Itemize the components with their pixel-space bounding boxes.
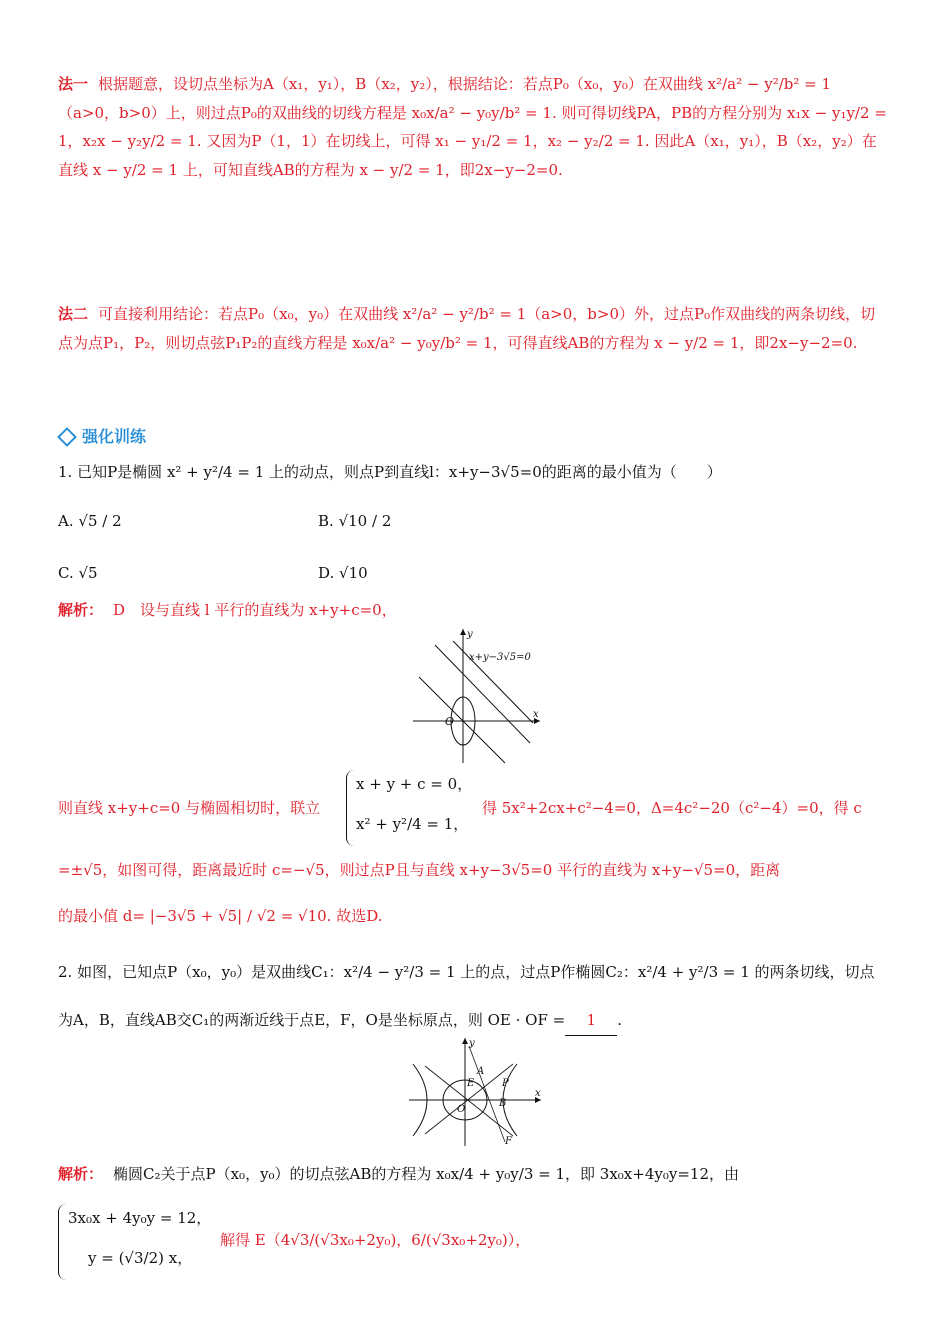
svg-text:B: B — [499, 1098, 507, 1109]
option-c-value: √5 — [78, 564, 98, 582]
tangent-line-near — [419, 677, 505, 763]
q2-system-eq2: y = (√3/2) x， — [88, 1249, 193, 1267]
system-suffix: 得 5x²+2cx+c²−4=0，Δ=4c²−20（c²−4）=0，得 c — [482, 799, 862, 817]
system-eq2: x² + y²/4 = 1， — [356, 815, 469, 833]
question-one-options — [58, 512, 658, 592]
svg-text:y: y — [467, 629, 473, 640]
system-prefix: 则直线 x+y+c=0 与椭圆相切时，联立 — [58, 799, 321, 817]
method-one-text: 根据题意，设切点坐标为A（x₁，y₁），B（x₂，y₂），根据结论：若点P₀（x₀，y₀）在双曲线 x²/a² − y²/b² = 1（a>0，b>0）上，则过点P₀的双曲线的切线方程是 x₀x/a² − y₀y/b² = 1. 则可得切线PA，PB的方程分别为 x₁x − y₁y/2 = 1，x₂x − y₂y/2 = 1. 又因为P（1，1）在切线上，可得 x₁ − y₁/2 = 1，x₂ − y₂/2 = 1. 因此A（x₁，y₁），B（x₂，y₂）在直线 x − y/2 = 1 上，可知直线AB的方程为 x − y/2 = 1，即2x−y−2=0. — [58, 75, 887, 179]
method-one-tag: 法一 — [58, 75, 89, 93]
question-one-system — [58, 770, 890, 850]
option-d-label: D. — [318, 564, 335, 582]
option-b-label: B. — [318, 512, 334, 530]
option-b — [318, 512, 391, 530]
question-two-stem-line2: 为A，B，直线AB交C₁的两渐近线于点E，F，O是坐标原点，则 OE · OF = 1 . — [58, 1006, 890, 1036]
svg-text:x: x — [533, 709, 539, 720]
system-eq1: x + y + c = 0， — [356, 775, 473, 793]
option-a — [58, 512, 122, 530]
svg-text:x: x — [535, 1088, 541, 1099]
solution-line1-text: D 设与直线 l 平行的直线为 x+y+c=0， — [113, 601, 397, 619]
option-a-label: A. — [58, 512, 74, 530]
option-a-value: √5 / 2 — [78, 512, 122, 530]
svg-text:O: O — [445, 715, 455, 728]
answer-blank: 1 — [565, 1006, 617, 1036]
q2-solution-text: 椭圆C₂关于点P（x₀，y₀）的切点弦AB的方程为 x₀x/4 + y₀y/3 = 1，即 3x₀x+4y₀y=12，由 — [113, 1165, 739, 1183]
svg-text:E: E — [467, 1078, 475, 1089]
question-one-solution-line3: =±√5，如图可得，距离最近时 c=−√5，则过点P且与直线 x+y−3√5=0 平行的直线为 x+y−√5=0，距离 — [58, 861, 781, 879]
question-two-solution-line1 — [58, 1160, 890, 1189]
method-two-tag: 法二 — [58, 305, 89, 323]
solution-tag: 解析： — [58, 601, 104, 619]
option-d-value: √10 — [339, 564, 368, 582]
section-heading-text: 强化训练 — [82, 427, 147, 446]
method-two-paragraph — [58, 300, 890, 357]
solution-tag-2: 解析： — [58, 1165, 104, 1183]
q2-system-suffix: 解得 E（4√3/(√3x₀+2y₀)，6/(√3x₀+2y₀)）， — [220, 1231, 531, 1249]
y-axis-arrow-icon — [460, 629, 466, 635]
hyperbola-figure — [405, 1036, 545, 1148]
svg-text:A: A — [477, 1066, 485, 1077]
q2-system-eq1: 3x₀x + 4y₀y = 12， — [68, 1209, 212, 1227]
svg-text:O: O — [457, 1104, 466, 1115]
question-two-system — [58, 1204, 890, 1284]
method-one-paragraph — [58, 70, 890, 184]
option-c-label: C. — [58, 564, 74, 582]
svg-text:P: P — [502, 1078, 509, 1089]
question-one-stem: 1. 已知P是椭圆 x² + y²/4 = 1 上的动点，则点P到直线l：x+y−3√5=0的距离的最小值为（ ） — [58, 463, 722, 481]
chord-ab-line — [469, 1046, 505, 1142]
option-d — [318, 564, 368, 582]
question-two-stem-text: 为A，B，直线AB交C₁的两渐近线于点E，F，O是坐标原点，则 OE · OF = — [58, 1011, 566, 1029]
option-c — [58, 564, 98, 582]
figure-line-label: x+y−3√5=0 — [469, 652, 531, 663]
question-one-solution-line4: 的最小值 d= |−3√5 + √5| / √2 = √10. 故选D. — [58, 907, 383, 925]
question-two-stem-line1: 2. 如图，已知点P（x₀，y₀）是双曲线C₁：x²/4 − y²/3 = 1 上的点，过点P作椭圆C₂：x²/4 + y²/3 = 1 的两条切线，切点 — [58, 963, 875, 981]
svg-text:F: F — [505, 1136, 512, 1147]
section-heading — [58, 424, 146, 447]
svg-text:y: y — [469, 1038, 475, 1049]
diamond-icon — [57, 427, 77, 447]
method-two-text: 可直接利用结论：若点P₀（x₀，y₀）在双曲线 x²/a² − y²/b² = 1（a>0，b>0）外，过点P₀作双曲线的两条切线，切点为点P₁，P₂，则切点弦P₁P₂的直线方程是 x₀x/a² − y₀y/b² = 1，可得直线AB的方程为 x − y/2 = 1，即2x−y−2=0. — [58, 305, 876, 352]
option-b-value: √10 / 2 — [338, 512, 392, 530]
y-axis-arrow-icon — [462, 1038, 468, 1044]
question-one-solution-line1 — [58, 596, 890, 625]
ellipse-figure — [405, 625, 545, 765]
